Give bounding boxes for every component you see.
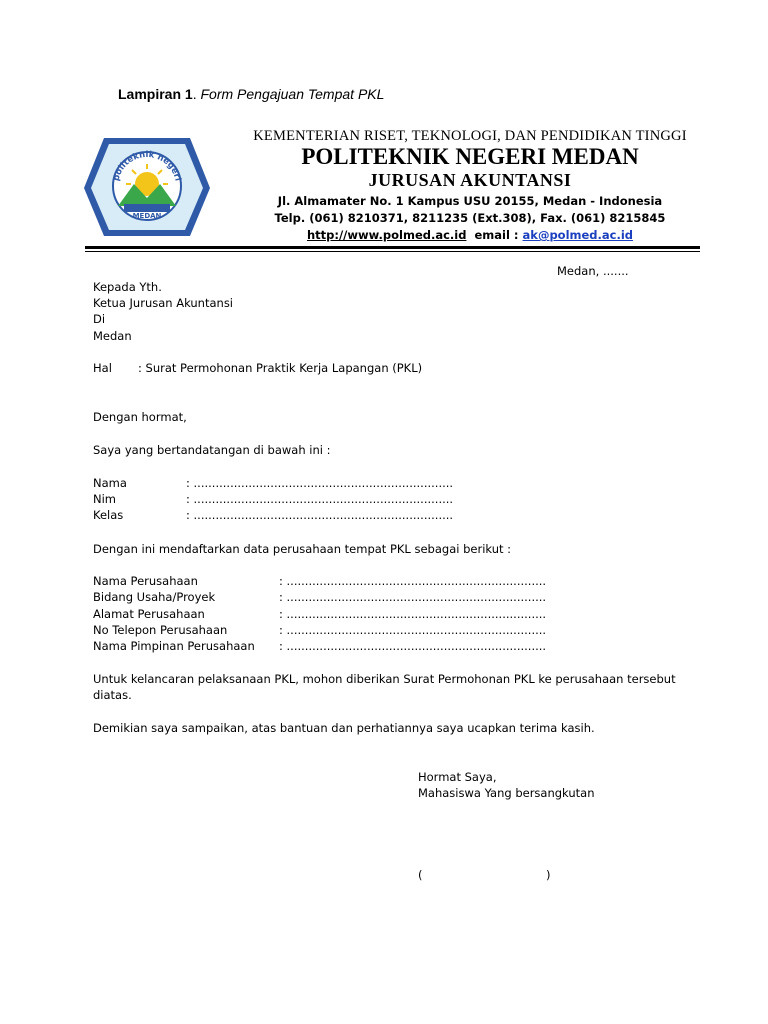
institution-name: POLITEKNIK NEGERI MEDAN [301,144,639,169]
signature-open-paren: ( [418,868,423,882]
sign-regards: Hormat Saya, [418,770,497,784]
intro-text: Saya yang bertandatangan di bawah ini : [93,443,331,457]
company-field-value-leader[interactable]: : ....................................................................... [279,639,547,653]
phone-line: Telp. (061) 8210371, 8211235 (Ext.308), Fax. (061) 8215845 [274,211,666,225]
company-field-label-name: Nama Perusahaan [93,574,198,588]
polmed-logo [82,132,212,242]
signature-close-paren: ) [546,868,551,882]
greeting: Dengan hormat, [93,410,187,424]
logo-text-top-path: politeknik negeri [111,149,183,183]
contact-line [220,228,720,242]
company-field-value-name[interactable]: : ....................................................................... [279,574,547,588]
attachment-title: Form Pengajuan Tempat PKL [200,86,385,102]
website-link[interactable]: http://www.polmed.ac.id [306,228,467,242]
place-date: Medan, ....... [557,264,629,278]
company-field-label-leader: Nama Pimpinan Perusahaan [93,639,255,653]
recipient-line-1: Kepada Yth. [93,280,162,294]
recipient-line-2: Ketua Jurusan Akuntansi [93,296,234,310]
student-field-value-name[interactable]: : ....................................................................... [186,476,454,490]
recipient-line-3: Di [93,312,106,326]
closing-text: Demikian saya sampaikan, atas bantuan dan perhatiannya saya ucapkan terima kasih. [93,721,595,735]
company-field-label-business: Bidang Usaha/Proyek [93,590,216,604]
company-field-label-phone: No Telepon Perusahaan [93,623,228,637]
subject-label: Hal [93,361,112,375]
company-field-label-address: Alamat Perusahaan [93,607,205,621]
address-line: Jl. Almamater No. 1 Kampus USU 20155, Medan - Indonesia [277,194,663,208]
email-label: email : [474,228,523,242]
recipient-line-4: Medan [93,329,132,343]
email-link[interactable]: ak@polmed.ac.id [522,228,634,242]
attachment-separator: . [192,86,201,102]
letterhead-rule-thin [85,251,700,252]
student-field-value-class[interactable]: : ....................................................................... [186,508,454,522]
company-field-value-phone[interactable]: : ....................................................................... [279,623,547,637]
student-field-value-nim[interactable]: : ....................................................................... [186,492,454,506]
student-field-label-name: Nama [93,476,127,490]
ministry-name: KEMENTERIAN RISET, TEKNOLOGI, DAN PENDIDIKAN TINGGI [253,128,687,144]
company-field-value-business[interactable]: : ....................................................................... [279,590,547,604]
request-line-2: diatas. [93,688,132,702]
logo-text-bottom: MEDAN [132,212,162,220]
student-field-label-class: Kelas [93,508,124,522]
subject-text: : Surat Permohonan Praktik Kerja Lapangan (PKL) [138,361,423,375]
request-line-1: Untuk kelancaran pelaksanaan PKL, mohon diberikan Surat Permohonan PKL ke perusahaan tersebut [93,672,676,686]
letterhead-rule-thick [85,246,700,249]
attachment-heading [118,86,384,102]
sign-role: Mahasiswa Yang bersangkutan [418,786,595,800]
department-name: JURUSAN AKUNTANSI [368,170,572,190]
company-field-value-address[interactable]: : ....................................................................... [279,607,547,621]
student-field-label-nim: Nim [93,492,116,506]
attachment-label: Lampiran 1 [118,86,193,102]
company-intro: Dengan ini mendaftarkan data perusahaan tempat PKL sebagai berikut : [93,542,512,556]
